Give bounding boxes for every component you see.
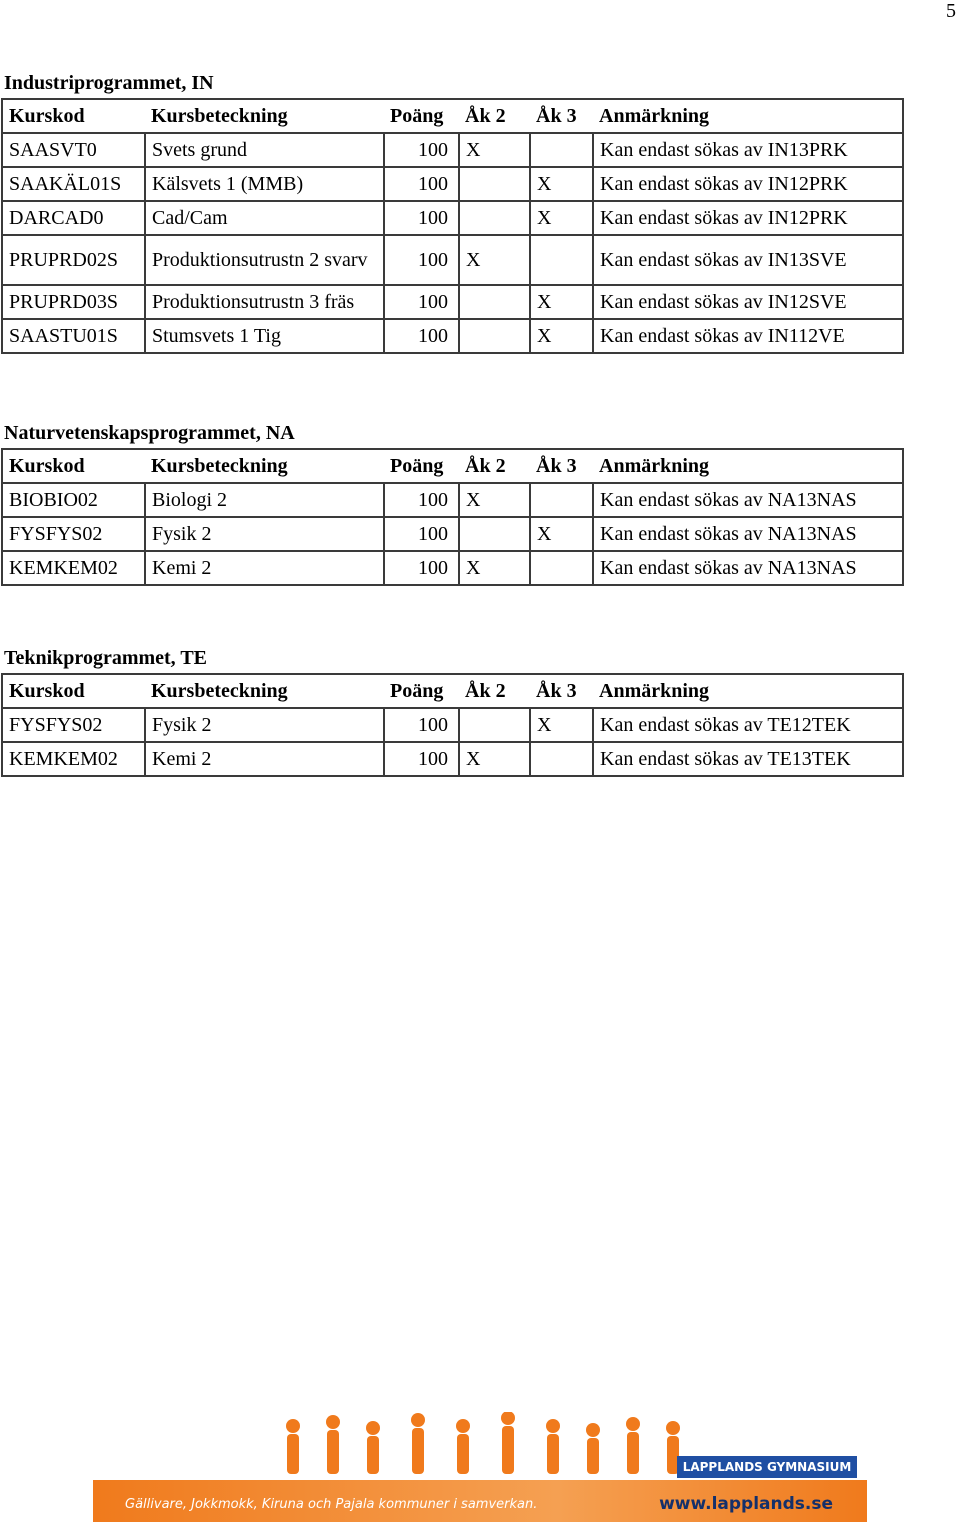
cell-ak2 <box>459 319 530 353</box>
footer-tagline: Gällivare, Jokkmokk, Kiruna och Pajala kommuner i samverkan. <box>125 1497 538 1512</box>
cell-ak3: X <box>530 285 593 319</box>
header-kursbeteckning: Kursbeteckning <box>145 99 384 133</box>
header-kursbeteckning: Kursbeteckning <box>145 449 384 483</box>
header-kurskod: Kurskod <box>2 449 145 483</box>
header-anmarkning: Anmärkning <box>593 99 903 133</box>
cell-kurskod: KEMKEM02 <box>2 742 145 776</box>
header-ak2: Åk 2 <box>459 674 530 708</box>
header-poang: Poäng <box>384 99 459 133</box>
cell-ak2 <box>459 201 530 235</box>
table-row <box>2 133 903 167</box>
cell-ak3 <box>530 235 593 285</box>
cell-poang: 100 <box>384 235 459 285</box>
cell-ak3: X <box>530 319 593 353</box>
cell-ak3: X <box>530 708 593 742</box>
cell-ak2: X <box>459 483 530 517</box>
course-table-te <box>1 673 904 777</box>
cell-poang: 100 <box>384 133 459 167</box>
cell-poang: 100 <box>384 483 459 517</box>
section-title-na: Naturvetenskapsprogrammet, NA <box>4 422 295 444</box>
cell-ak2 <box>459 167 530 201</box>
cell-ak3 <box>530 133 593 167</box>
cell-kurskod: KEMKEM02 <box>2 551 145 585</box>
table-row <box>2 201 903 235</box>
cell-anmarkning: Kan endast sökas av IN12PRK <box>593 167 903 201</box>
cell-kurskod: BIOBIO02 <box>2 483 145 517</box>
table-row <box>2 551 903 585</box>
cell-kursbeteckning: Produktionsutrustn 2 svarv <box>145 235 384 285</box>
cell-ak2 <box>459 285 530 319</box>
cell-poang: 100 <box>384 551 459 585</box>
table-row <box>2 742 903 776</box>
cell-anmarkning: Kan endast sökas av NA13NAS <box>593 517 903 551</box>
cell-ak2: X <box>459 133 530 167</box>
cell-anmarkning: Kan endast sökas av TE12TEK <box>593 708 903 742</box>
cell-anmarkning: Kan endast sökas av TE13TEK <box>593 742 903 776</box>
header-ak2: Åk 2 <box>459 449 530 483</box>
cell-poang: 100 <box>384 167 459 201</box>
cell-kursbeteckning: Cad/Cam <box>145 201 384 235</box>
table-row <box>2 517 903 551</box>
cell-kurskod: PRUPRD02S <box>2 235 145 285</box>
cell-kursbeteckning: Kemi 2 <box>145 742 384 776</box>
page-number: 5 <box>946 0 956 22</box>
cell-kursbeteckning: Fysik 2 <box>145 517 384 551</box>
table-header-row <box>2 99 903 133</box>
cell-anmarkning: Kan endast sökas av IN112VE <box>593 319 903 353</box>
cell-kurskod: PRUPRD03S <box>2 285 145 319</box>
cell-poang: 100 <box>384 517 459 551</box>
table-header-row <box>2 674 903 708</box>
cell-ak2: X <box>459 742 530 776</box>
table-row <box>2 483 903 517</box>
table-row <box>2 319 903 353</box>
cell-poang: 100 <box>384 742 459 776</box>
cell-kursbeteckning: Fysik 2 <box>145 708 384 742</box>
footer-band <box>93 1480 867 1522</box>
cell-ak3: X <box>530 201 593 235</box>
cell-poang: 100 <box>384 201 459 235</box>
cell-ak2: X <box>459 551 530 585</box>
cell-ak2 <box>459 708 530 742</box>
header-poang: Poäng <box>384 449 459 483</box>
table-header-row <box>2 449 903 483</box>
cell-anmarkning: Kan endast sökas av IN12PRK <box>593 201 903 235</box>
cell-kurskod: SAAKÄL01S <box>2 167 145 201</box>
cell-ak2: X <box>459 235 530 285</box>
header-ak3: Åk 3 <box>530 674 593 708</box>
header-kursbeteckning: Kursbeteckning <box>145 674 384 708</box>
header-ak3: Åk 3 <box>530 99 593 133</box>
cell-kursbeteckning: Biologi 2 <box>145 483 384 517</box>
header-ak2: Åk 2 <box>459 99 530 133</box>
header-kurskod: Kurskod <box>2 99 145 133</box>
header-kurskod: Kurskod <box>2 674 145 708</box>
header-anmarkning: Anmärkning <box>593 674 903 708</box>
footer-banner <box>93 1412 867 1522</box>
footer-url[interactable]: www.lapplands.se <box>659 1494 833 1514</box>
header-anmarkning: Anmärkning <box>593 449 903 483</box>
lapplands-gymnasium-logo: LAPPLANDS GYMNASIUM <box>677 1456 857 1478</box>
section-title-in: Industriprogrammet, IN <box>4 72 214 94</box>
cell-kurskod: DARCAD0 <box>2 201 145 235</box>
cell-ak3 <box>530 551 593 585</box>
cell-kurskod: FYSFYS02 <box>2 708 145 742</box>
header-ak3: Åk 3 <box>530 449 593 483</box>
table-row <box>2 167 903 201</box>
course-table-na <box>1 448 904 586</box>
cell-kursbeteckning: Kälsvets 1 (MMB) <box>145 167 384 201</box>
cell-anmarkning: Kan endast sökas av NA13NAS <box>593 551 903 585</box>
cell-ak3 <box>530 742 593 776</box>
table-row <box>2 708 903 742</box>
section-title-te: Teknikprogrammet, TE <box>4 647 207 669</box>
cell-anmarkning: Kan endast sökas av IN12SVE <box>593 285 903 319</box>
course-table-in <box>1 98 904 354</box>
cell-kursbeteckning: Kemi 2 <box>145 551 384 585</box>
cell-ak2 <box>459 517 530 551</box>
cell-ak3 <box>530 483 593 517</box>
cell-kursbeteckning: Produktionsutrustn 3 fräs <box>145 285 384 319</box>
cell-kurskod: SAASVT0 <box>2 133 145 167</box>
cell-kursbeteckning: Svets grund <box>145 133 384 167</box>
cell-anmarkning: Kan endast sökas av IN13SVE <box>593 235 903 285</box>
cell-poang: 100 <box>384 319 459 353</box>
cell-poang: 100 <box>384 285 459 319</box>
cell-kurskod: FYSFYS02 <box>2 517 145 551</box>
cell-kurskod: SAASTU01S <box>2 319 145 353</box>
cell-anmarkning: Kan endast sökas av IN13PRK <box>593 133 903 167</box>
cell-ak3: X <box>530 517 593 551</box>
table-row <box>2 235 903 285</box>
cell-anmarkning: Kan endast sökas av NA13NAS <box>593 483 903 517</box>
cell-kursbeteckning: Stumsvets 1 Tig <box>145 319 384 353</box>
cell-poang: 100 <box>384 708 459 742</box>
cell-ak3: X <box>530 167 593 201</box>
table-row <box>2 285 903 319</box>
header-poang: Poäng <box>384 674 459 708</box>
